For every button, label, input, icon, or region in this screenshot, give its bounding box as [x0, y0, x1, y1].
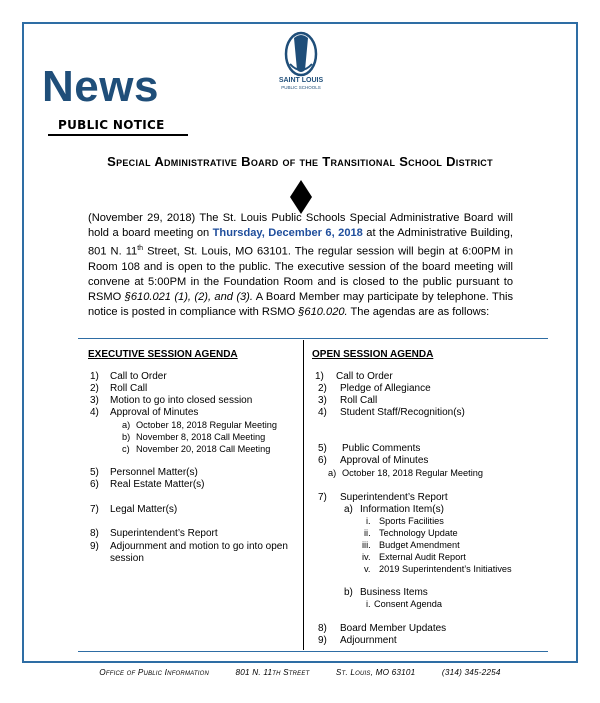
executive-agenda-item-text: Approval of Minutes: [110, 407, 199, 418]
executive-agenda-item-number: 9): [90, 541, 99, 552]
executive-agenda-item-number: c): [122, 444, 130, 454]
logo-text-2: PUBLIC SCHOOLS: [281, 85, 321, 90]
saint-louis-public-schools-logo-icon: [272, 30, 330, 92]
executive-agenda-item-number: 5): [90, 467, 99, 478]
footer-address: 801 N. 11th Street: [235, 668, 310, 677]
executive-agenda-item-number: 3): [90, 395, 99, 406]
executive-agenda-item-text: Personnel Matter(s): [110, 467, 198, 478]
executive-agenda-item-text: Call to Order: [110, 371, 167, 382]
open-agenda-item-text: Public Comments: [342, 443, 421, 454]
executive-agenda-item-number: 2): [90, 383, 99, 394]
open-agenda-item-number: 4): [318, 407, 327, 418]
open-agenda-item-number: ii.: [364, 528, 371, 538]
executive-agenda-item-text: October 18, 2018 Regular Meeting: [136, 420, 277, 430]
open-agenda-item-number: 2): [318, 383, 327, 394]
executive-agenda-item-text: Roll Call: [110, 383, 148, 394]
executive-agenda-item-number: 1): [90, 371, 99, 382]
meeting-date: Thursday, December 6, 2018: [212, 227, 363, 239]
executive-agenda-item-text: session: [110, 553, 144, 564]
executive-agenda-item-text: Real Estate Matter(s): [110, 479, 205, 490]
agenda-top-rule: [78, 338, 548, 339]
open-agenda-item-text: Roll Call: [340, 395, 378, 406]
open-agenda-item-text: External Audit Report: [379, 552, 466, 562]
executive-agenda-item-number: b): [122, 432, 131, 442]
executive-agenda-item-text: November 20, 2018 Call Meeting: [136, 444, 271, 454]
logo-text-1: SAINT LOUIS: [278, 77, 324, 84]
open-agenda-item-text: Sports Facilities: [379, 516, 444, 526]
open-agenda-item-text: Pledge of Allegiance: [340, 383, 431, 394]
executive-agenda-item-number: 6): [90, 479, 99, 490]
executive-agenda-item-number: a): [122, 420, 131, 430]
footer-office: Office of Public Information: [99, 668, 210, 677]
open-agenda-item-number: 5): [318, 443, 327, 454]
public-notice-label: PUBLIC NOTICE: [58, 118, 165, 132]
open-agenda-item-number: v.: [364, 564, 371, 574]
executive-agenda-item-number: 8): [90, 528, 99, 539]
open-agenda-item-text: Board Member Updates: [340, 623, 447, 634]
executive-agenda-item-text: Legal Matter(s): [110, 504, 178, 515]
open-agenda-item-text: Budget Amendment: [379, 540, 460, 550]
title-underline: [48, 134, 188, 136]
open-agenda-item-text: Student Staff/Recognition(s): [340, 407, 465, 418]
open-agenda-item-number: iii.: [362, 540, 371, 550]
open-agenda-item-text: Adjournment: [340, 635, 397, 646]
open-agenda-item-number: 6): [318, 455, 327, 466]
open-agenda-item-text: Consent Agenda: [374, 599, 442, 609]
open-agenda-item-number: 3): [318, 395, 327, 406]
executive-agenda-item-text: Adjournment and motion to go into open: [110, 541, 288, 552]
open-agenda-item-number: a): [344, 504, 353, 515]
agenda-bottom-rule: [78, 651, 548, 652]
open-agenda-item-text: Call to Order: [336, 371, 393, 382]
footer-phone: (314) 345-2254: [441, 668, 501, 677]
open-agenda-item-text: Superintendent’s Report: [340, 492, 448, 503]
board-heading: Special Administrative Board of the Transitional School District: [107, 154, 493, 169]
news-title: News: [42, 62, 159, 111]
open-agenda-item-number: a): [328, 468, 337, 478]
executive-agenda-item-text: Superintendent’s Report: [110, 528, 218, 539]
open-agenda-heading: OPEN SESSION AGENDA: [312, 349, 434, 360]
executive-agenda-heading: EXECUTIVE SESSION AGENDA: [88, 349, 238, 360]
executive-agenda-item-text: November 8, 2018 Call Meeting: [136, 432, 266, 442]
executive-agenda-item-number: 7): [90, 504, 99, 515]
open-agenda-item-number: iv.: [362, 552, 371, 562]
open-agenda-item-number: 1): [315, 371, 324, 382]
open-agenda-item-number: i.: [366, 599, 371, 609]
open-agenda-item-text: Business Items: [360, 587, 428, 598]
agenda-column-divider: [303, 340, 304, 650]
footer-city: St. Louis, MO 63101: [335, 668, 416, 677]
footer: [0, 668, 600, 677]
open-agenda-item-number: 7): [318, 492, 327, 503]
open-agenda-item-text: Information Item(s): [360, 504, 444, 515]
open-agenda-item-text: October 18, 2018 Regular Meeting: [342, 468, 483, 478]
open-agenda-item-text: Technology Update: [379, 528, 458, 538]
executive-agenda-item-number: 4): [90, 407, 99, 418]
open-agenda-item-number: i.: [366, 516, 371, 526]
open-agenda-item-number: 9): [318, 635, 327, 646]
intro-paragraph: (November 29, 2018) The St. Louis Public Schools Special Administrative Board will hold a board meeting on Thursday, December 6, 2018 at the Administrative Building, 801 N. 11th Street, St. Louis, MO 63101. The regular session will begin at 6:00PM in Room 108 and is open to the public. The executive session of the board meeting will convene at 5:00PM in the Foundation Room and is closed to the public pursuant to RSMO §610.021 (1), (2), and (3). A Board Member may participate by telephone. This notice is posted in compliance with RSMO §610.020. The agendas are as follows:: [88, 212, 514, 318]
open-agenda-item-number: b): [344, 587, 353, 598]
open-agenda-item-text: 2019 Superintendent’s Initiatives: [379, 564, 512, 574]
open-agenda-item-number: 8): [318, 623, 327, 634]
open-agenda-item-text: Approval of Minutes: [340, 455, 429, 466]
executive-agenda-item-text: Motion to go into closed session: [110, 395, 253, 406]
